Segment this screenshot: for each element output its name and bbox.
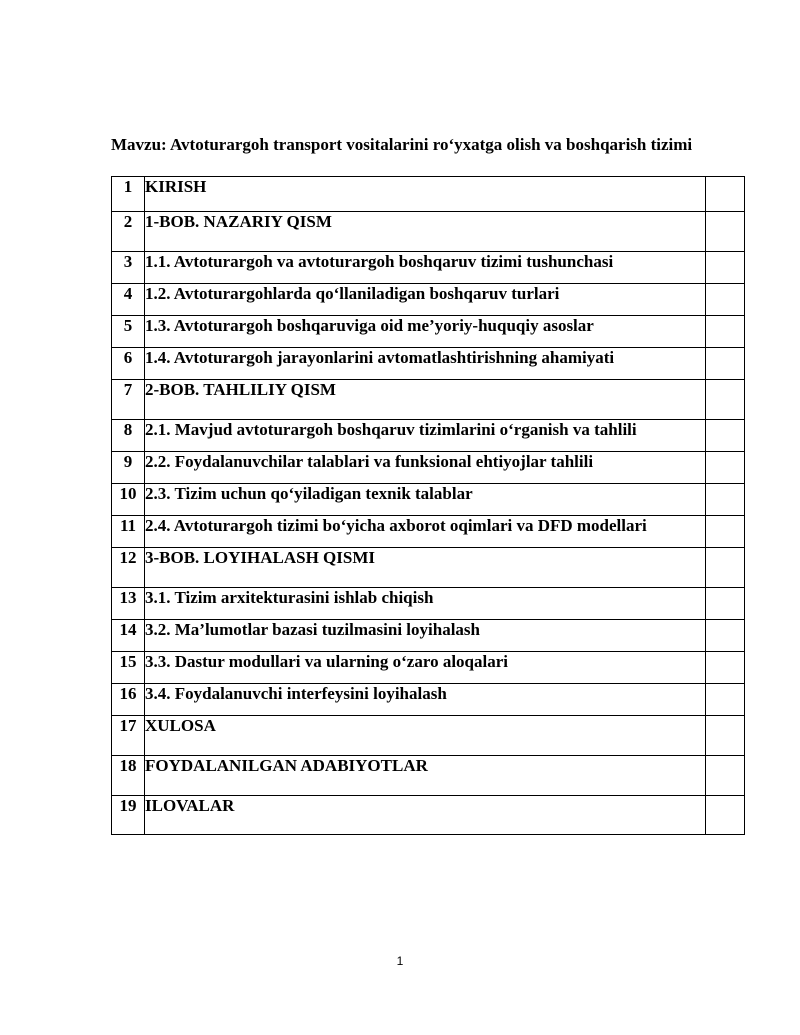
- table-row: [112, 284, 745, 316]
- page-cell: [706, 516, 745, 548]
- page-cell: [706, 716, 745, 756]
- table-row: [112, 756, 745, 796]
- table-row: [112, 380, 745, 420]
- row-number: 1: [112, 177, 145, 212]
- section-title: 3.3. Dastur modullari va ularning o‘zaro aloqalari: [145, 652, 706, 684]
- page-cell: [706, 452, 745, 484]
- table-row: [112, 548, 745, 588]
- row-number: 18: [112, 756, 145, 796]
- section-title: 2.2. Foydalanuvchilar talablari va funksional ehtiyojlar tahlili: [145, 452, 706, 484]
- section-title: 1-BOB. NAZARIY QISM: [145, 212, 706, 252]
- row-number: 10: [112, 484, 145, 516]
- table-row: [112, 684, 745, 716]
- table-row: [112, 252, 745, 284]
- section-title: 3.2. Ma’lumotlar bazasi tuzilmasini loyihalash: [145, 620, 706, 652]
- row-number: 16: [112, 684, 145, 716]
- row-number: 11: [112, 516, 145, 548]
- table-row: [112, 452, 745, 484]
- page-cell: [706, 348, 745, 380]
- page-cell: [706, 652, 745, 684]
- row-number: 2: [112, 212, 145, 252]
- section-title: XULOSA: [145, 716, 706, 756]
- section-title: 1.2. Avtoturargohlarda qo‘llaniladigan boshqaruv turlari: [145, 284, 706, 316]
- row-number: 14: [112, 620, 145, 652]
- page-cell: [706, 588, 745, 620]
- section-title: KIRISH: [145, 177, 706, 212]
- section-title: 2.4. Avtoturargoh tizimi bo‘yicha axborot oqimlari va DFD modellari: [145, 516, 706, 548]
- section-title: 3-BOB. LOYIHALASH QISMI: [145, 548, 706, 588]
- table-row: [112, 716, 745, 756]
- section-title: FOYDALANILGAN ADABIYOTLAR: [145, 756, 706, 796]
- row-number: 3: [112, 252, 145, 284]
- row-number: 6: [112, 348, 145, 380]
- section-title: 2.1. Mavjud avtoturargoh boshqaruv tizimlarini o‘rganish va tahlili: [145, 420, 706, 452]
- table-row: [112, 620, 745, 652]
- table-row: [112, 588, 745, 620]
- section-title: 1.3. Avtoturargoh boshqaruviga oid me’yoriy-huquqiy asoslar: [145, 316, 706, 348]
- row-number: 5: [112, 316, 145, 348]
- table-row: [112, 348, 745, 380]
- row-number: 12: [112, 548, 145, 588]
- row-number: 19: [112, 796, 145, 835]
- row-number: 8: [112, 420, 145, 452]
- page-cell: [706, 284, 745, 316]
- table-row: [112, 796, 745, 835]
- table-of-contents: [111, 176, 745, 835]
- table-row: [112, 652, 745, 684]
- page-cell: [706, 380, 745, 420]
- row-number: 9: [112, 452, 145, 484]
- section-title: 1.4. Avtoturargoh jarayonlarini avtomatlashtirishning ahamiyati: [145, 348, 706, 380]
- section-title: 1.1. Avtoturargoh va avtoturargoh boshqaruv tizimi tushunchasi: [145, 252, 706, 284]
- section-title: 2-BOB. TAHLILIY QISM: [145, 380, 706, 420]
- table-row: [112, 484, 745, 516]
- table-row: [112, 316, 745, 348]
- page-cell: [706, 177, 745, 212]
- page-cell: [706, 684, 745, 716]
- page-title: Mavzu: Avtoturargoh transport vositalarini ro‘yxatga olish va boshqarish tizimi: [111, 135, 693, 154]
- row-number: 15: [112, 652, 145, 684]
- table-row: [112, 212, 745, 252]
- row-number: 7: [112, 380, 145, 420]
- section-title: 2.3. Tizim uchun qo‘yiladigan texnik talablar: [145, 484, 706, 516]
- page-cell: [706, 484, 745, 516]
- section-title: ILOVALAR: [145, 796, 706, 835]
- row-number: 13: [112, 588, 145, 620]
- section-title: 3.4. Foydalanuvchi interfeysini loyihalash: [145, 684, 706, 716]
- page-cell: [706, 620, 745, 652]
- page-cell: [706, 420, 745, 452]
- row-number: 17: [112, 716, 145, 756]
- page-number: 1: [396, 954, 404, 968]
- table-row: [112, 420, 745, 452]
- section-title: 3.1. Tizim arxitekturasini ishlab chiqish: [145, 588, 706, 620]
- page-cell: [706, 796, 745, 835]
- table-row: [112, 516, 745, 548]
- page-cell: [706, 756, 745, 796]
- page-cell: [706, 316, 745, 348]
- page-cell: [706, 252, 745, 284]
- page-cell: [706, 212, 745, 252]
- table-row: [112, 177, 745, 212]
- page-cell: [706, 548, 745, 588]
- row-number: 4: [112, 284, 145, 316]
